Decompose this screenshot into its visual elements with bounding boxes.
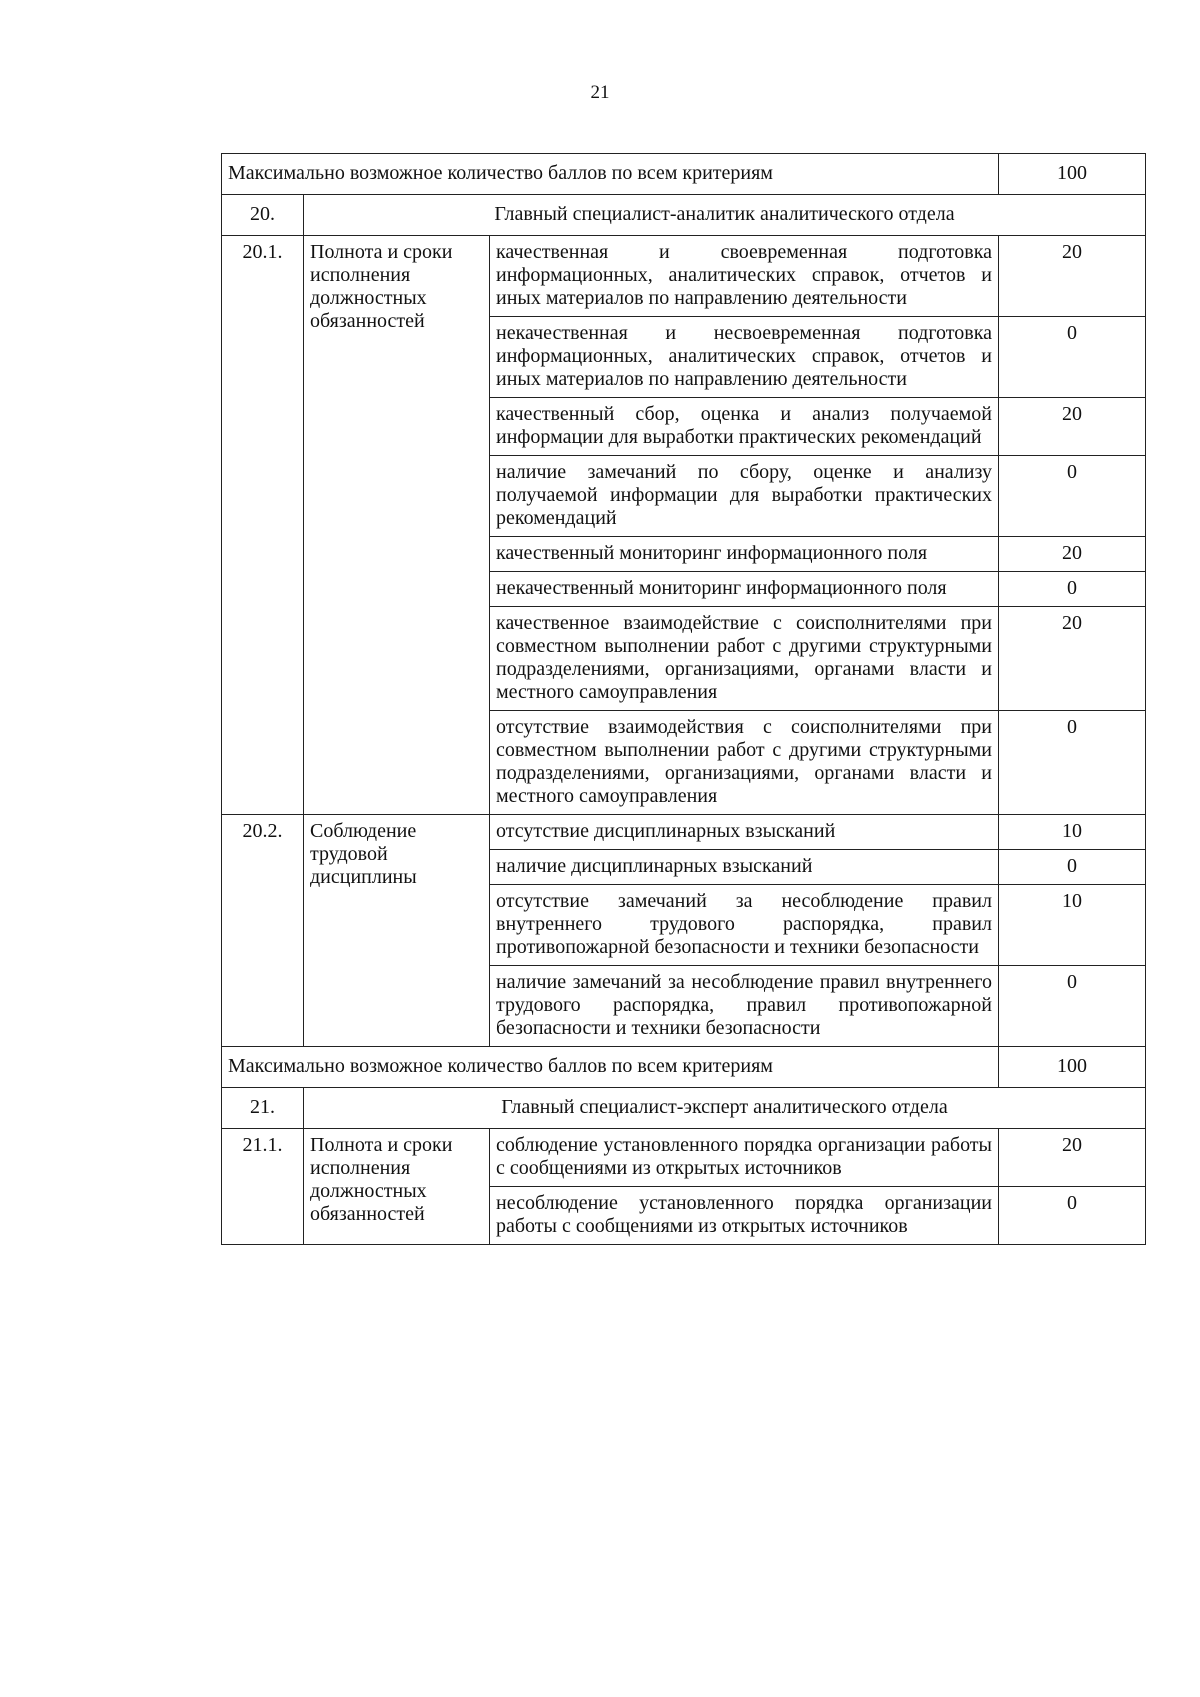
group-number: 21.1. (222, 1129, 304, 1245)
table-row (222, 1129, 1146, 1187)
criterion-text: наличие замечаний за несоблюдение правил внутреннего трудового распорядка, правил противопожарной безопасности и техники безопасности (490, 966, 999, 1047)
total-row (222, 154, 1146, 195)
page-number: 21 (590, 82, 610, 103)
criterion-score: 0 (999, 711, 1146, 815)
criterion-text: несоблюдение установленного порядка организации работы с сообщениями из открытых источников (490, 1187, 999, 1245)
criterion-text: некачественный мониторинг информационного поля (490, 572, 999, 607)
criterion-score: 0 (999, 966, 1146, 1047)
group-number: 20.1. (222, 236, 304, 815)
criterion-text: отсутствие замечаний за несоблюдение правил внутреннего трудового распорядка, правил противопожарной безопасности и техники безопасности (490, 885, 999, 966)
section-title: Главный специалист-аналитик аналитического отдела (304, 195, 1146, 236)
criterion-text: качественное взаимодействие с соисполнителями при совместном выполнении работ с другими структурными подразделениями, организациями, органами власти и местного самоуправления (490, 607, 999, 711)
criterion-text: отсутствие взаимодействия с соисполнителями при совместном выполнении работ с другими структурными подразделениями, организациями, органами власти и местного самоуправления (490, 711, 999, 815)
criterion-score: 20 (999, 398, 1146, 456)
group-name: Полнота и сроки исполнения должностных обязанностей (304, 1129, 490, 1245)
section-title: Главный специалист-эксперт аналитического отдела (304, 1088, 1146, 1129)
criterion-score: 0 (999, 456, 1146, 537)
total-label: Максимально возможное количество баллов по всем критериям (222, 1047, 999, 1088)
group-number: 20.2. (222, 815, 304, 1047)
criterion-score: 20 (999, 236, 1146, 317)
total-row (222, 1047, 1146, 1088)
criterion-score: 10 (999, 815, 1146, 850)
total-label: Максимально возможное количество баллов по всем критериям (222, 154, 999, 195)
criterion-score: 0 (999, 317, 1146, 398)
criterion-score: 0 (999, 1187, 1146, 1245)
total-score: 100 (999, 154, 1146, 195)
criterion-text: качественная и своевременная подготовка информационных, аналитических справок, отчетов и иных материалов по направлению деятельности (490, 236, 999, 317)
section-number: 20. (222, 195, 304, 236)
criterion-text: наличие замечаний по сбору, оценке и анализу получаемой информации для выработки практических рекомендаций (490, 456, 999, 537)
section-row (222, 1088, 1146, 1129)
criterion-text: некачественная и несвоевременная подготовка информационных, аналитических справок, отчетов и иных материалов по направлению деятельности (490, 317, 999, 398)
table-row (222, 815, 1146, 850)
criterion-text: качественный мониторинг информационного поля (490, 537, 999, 572)
group-name: Соблюдение трудовой дисциплины (304, 815, 490, 1047)
criterion-text: отсутствие дисциплинарных взысканий (490, 815, 999, 850)
table-row (222, 236, 1146, 317)
criterion-text: наличие дисциплинарных взысканий (490, 850, 999, 885)
criteria-table (221, 153, 1146, 1245)
criterion-text: соблюдение установленного порядка организации работы с сообщениями из открытых источников (490, 1129, 999, 1187)
criterion-text: качественный сбор, оценка и анализ получаемой информации для выработки практических рекомендаций (490, 398, 999, 456)
criterion-score: 10 (999, 885, 1146, 966)
criterion-score: 0 (999, 572, 1146, 607)
total-score: 100 (999, 1047, 1146, 1088)
group-name: Полнота и сроки исполнения должностных обязанностей (304, 236, 490, 815)
section-number: 21. (222, 1088, 304, 1129)
section-row (222, 195, 1146, 236)
criterion-score: 20 (999, 537, 1146, 572)
criterion-score: 20 (999, 1129, 1146, 1187)
criterion-score: 0 (999, 850, 1146, 885)
criterion-score: 20 (999, 607, 1146, 711)
